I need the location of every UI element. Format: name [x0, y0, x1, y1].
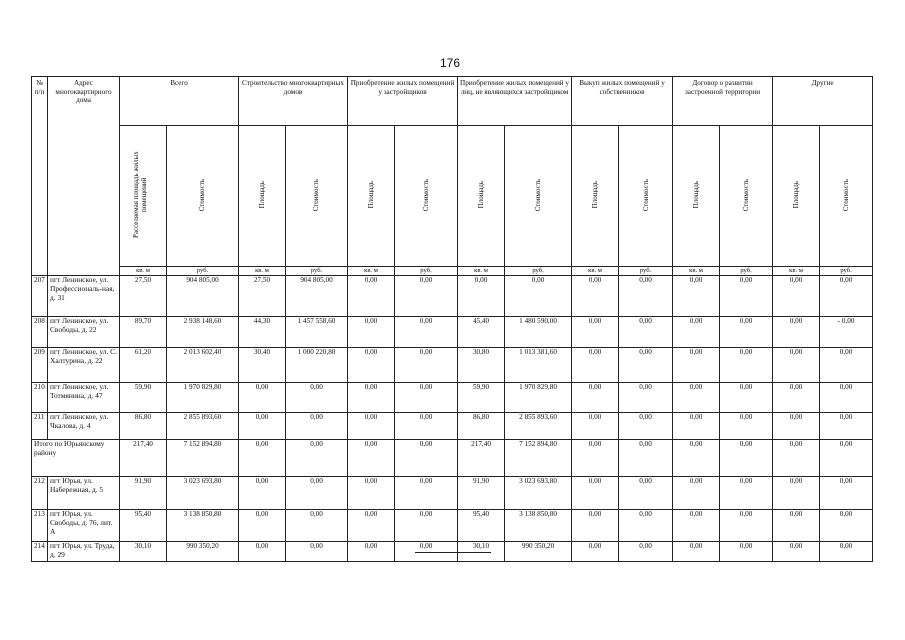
- header-sub-label: Площадь: [591, 181, 600, 209]
- cost-value: 0,00: [820, 510, 873, 542]
- area-value: 0,00: [348, 276, 395, 317]
- table-row: [32, 348, 873, 383]
- area-value: 0,00: [572, 348, 619, 383]
- cost-value: 0,00: [820, 477, 873, 510]
- header-group: Договор о развитии застроенной территории: [673, 77, 773, 126]
- row-address: пгт Ленинское, ул. Чкалова, д. 4: [48, 413, 120, 440]
- page-number: 176: [440, 56, 461, 70]
- header-group: Приобретение жилых помещений у лиц, не являющихся застройщиком: [458, 77, 572, 126]
- area-value: 27,50: [120, 276, 167, 317]
- row-number: 213: [32, 510, 48, 542]
- header-sub-label: Площадь: [257, 181, 266, 209]
- area-value: 0,00: [239, 477, 286, 510]
- cost-value: 0,00: [505, 276, 572, 317]
- table-row: [32, 276, 873, 317]
- cost-value: 0,00: [720, 477, 773, 510]
- cost-value: 0,00: [820, 440, 873, 477]
- unit-cost: руб.: [505, 267, 572, 276]
- header-group: Строительство многоквартирных домов: [239, 77, 348, 126]
- area-value: 91,90: [120, 477, 167, 510]
- header-sub-label: Стоимость: [312, 178, 321, 211]
- cost-value: 990 350,20: [167, 542, 239, 562]
- area-value: 0,00: [458, 276, 505, 317]
- unit-cost: руб.: [619, 267, 673, 276]
- cost-value: 0,00: [619, 413, 673, 440]
- unit-area: кв. м: [458, 267, 505, 276]
- header-sub-label: Стоимость: [842, 178, 851, 211]
- area-value: 0,00: [348, 510, 395, 542]
- area-value: 0,00: [572, 510, 619, 542]
- cost-value: 1 457 558,60: [286, 317, 348, 348]
- area-value: 0,00: [673, 510, 720, 542]
- cost-value: 0,00: [820, 383, 873, 413]
- area-value: 0,00: [239, 413, 286, 440]
- cost-value: 990 350,20: [505, 542, 572, 562]
- cost-value: 0,00: [619, 317, 673, 348]
- area-value: 95,40: [458, 510, 505, 542]
- table-row: [32, 383, 873, 413]
- area-value: 91,90: [458, 477, 505, 510]
- header-sub-cost: [286, 126, 348, 267]
- table-row: [32, 413, 873, 440]
- area-value: 30,40: [239, 348, 286, 383]
- cost-value: 0,00: [619, 477, 673, 510]
- area-value: 30,80: [458, 348, 505, 383]
- cost-value: 0,00: [619, 542, 673, 562]
- row-address: пгт Ленинское, ул. Тотмянина, д. 47: [48, 383, 120, 413]
- row-number: 208: [32, 317, 48, 348]
- area-value: 0,00: [773, 510, 820, 542]
- cost-value: 0,00: [720, 383, 773, 413]
- area-value: 217,40: [120, 440, 167, 477]
- header-sub-area: [348, 126, 395, 267]
- area-value: 0,00: [348, 440, 395, 477]
- total-label: Итого по Юрьянскому району: [32, 440, 120, 477]
- cost-value: 0,00: [395, 348, 458, 383]
- cost-value: 0,00: [720, 440, 773, 477]
- area-value: 0,00: [572, 383, 619, 413]
- cost-value: 3 023 693,80: [505, 477, 572, 510]
- header-group: Другие: [773, 77, 873, 126]
- header-group: Приобретение жилых помещений у застройщиков: [348, 77, 458, 126]
- area-value: 86,80: [120, 413, 167, 440]
- housing-resettlement-table: [31, 76, 873, 562]
- area-value: 95,40: [120, 510, 167, 542]
- area-value: 0,00: [673, 542, 720, 562]
- area-value: 0,00: [673, 477, 720, 510]
- table-row: [32, 510, 873, 542]
- cost-value: 2 938 148,60: [167, 317, 239, 348]
- cost-value: 0,00: [720, 276, 773, 317]
- row-address: пгт Ленинское, ул. С. Халтурина, д. 22: [48, 348, 120, 383]
- area-value: 30,10: [120, 542, 167, 562]
- cost-value: 1 970 829,80: [505, 383, 572, 413]
- table-row: [32, 477, 873, 510]
- row-number: 210: [32, 383, 48, 413]
- area-value: 0,00: [572, 413, 619, 440]
- unit-area: кв. м: [120, 267, 167, 276]
- row-address: пгт Ленинское, ул. Профессиональ-ная, д. 31: [48, 276, 120, 317]
- row-number: 207: [32, 276, 48, 317]
- header-num: № п/п: [32, 77, 48, 276]
- unit-area: кв. м: [673, 267, 720, 276]
- area-value: 0,00: [673, 348, 720, 383]
- header-sub-label: Стоимость: [742, 178, 751, 211]
- header-sub-cost: [619, 126, 673, 267]
- area-value: 61,20: [120, 348, 167, 383]
- area-value: 89,70: [120, 317, 167, 348]
- cost-value: 0,00: [286, 383, 348, 413]
- header-sub-label: Площадь: [477, 181, 485, 209]
- total-row: [32, 440, 873, 477]
- cost-value: 0,00: [286, 542, 348, 562]
- area-value: 86,80: [458, 413, 505, 440]
- header-sub-cost: [820, 126, 873, 267]
- header-row-groups: [32, 77, 873, 126]
- unit-area: кв. м: [239, 267, 286, 276]
- cost-value: 0,00: [720, 542, 773, 562]
- area-value: 27,50: [239, 276, 286, 317]
- header-sub-area: [120, 126, 167, 267]
- area-value: 0,00: [239, 542, 286, 562]
- area-value: 0,00: [673, 440, 720, 477]
- area-value: 0,00: [773, 440, 820, 477]
- header-sub-cost: [395, 126, 458, 267]
- cost-value: - 0,00: [820, 317, 873, 348]
- row-number: 209: [32, 348, 48, 383]
- header-address: Адрес многоквартирного дома: [48, 77, 120, 276]
- cost-value: 0,00: [395, 317, 458, 348]
- row-address: пгт Юрья, ул. Труда, д. 29: [48, 542, 120, 562]
- cost-value: 0,00: [395, 276, 458, 317]
- unit-cost: руб.: [820, 267, 873, 276]
- header-sub-label: Стоимость: [534, 178, 543, 211]
- header-sub-cost: [720, 126, 773, 267]
- area-value: 0,00: [773, 383, 820, 413]
- cost-value: 904 805,00: [286, 276, 348, 317]
- cost-value: 3 138 850,80: [505, 510, 572, 542]
- area-value: 0,00: [773, 317, 820, 348]
- cost-value: 0,00: [619, 510, 673, 542]
- cost-value: 0,00: [395, 477, 458, 510]
- cost-value: 7 152 894,80: [167, 440, 239, 477]
- area-value: 0,00: [773, 348, 820, 383]
- area-value: 0,00: [239, 440, 286, 477]
- row-address: пгт Юрья, ул. Набережная, д. 5: [48, 477, 120, 510]
- header-group: Выкуп жилых помещений у собственников: [572, 77, 673, 126]
- header-sub-area: [572, 126, 619, 267]
- area-value: 0,00: [239, 510, 286, 542]
- area-value: 0,00: [773, 477, 820, 510]
- area-value: 0,00: [572, 276, 619, 317]
- area-value: 0,00: [348, 542, 395, 562]
- area-value: 0,00: [348, 383, 395, 413]
- area-value: 0,00: [673, 383, 720, 413]
- row-number: 214: [32, 542, 48, 562]
- cost-value: 0,00: [720, 348, 773, 383]
- cost-value: 1 013 381,60: [505, 348, 572, 383]
- unit-area: кв. м: [773, 267, 820, 276]
- area-value: 0,00: [773, 542, 820, 562]
- header-sub-label: Площадь: [692, 181, 701, 209]
- row-address: пгт Юрья, ул. Свободы, д. 76, лит. А: [48, 510, 120, 542]
- area-value: 45,40: [458, 317, 505, 348]
- cost-value: 0,00: [395, 383, 458, 413]
- header-sub-label: Площадь: [366, 181, 375, 209]
- header-sub-label: Стоимость: [198, 178, 207, 211]
- cost-value: 0,00: [395, 510, 458, 542]
- area-value: 0,00: [773, 276, 820, 317]
- row-address: пгт Ленинское, ул. Свободы, д. 22: [48, 317, 120, 348]
- cost-value: 0,00: [720, 413, 773, 440]
- row-number: 212: [32, 477, 48, 510]
- cost-value: 0,00: [286, 510, 348, 542]
- cost-value: 0,00: [286, 477, 348, 510]
- cost-value: 0,00: [619, 348, 673, 383]
- cost-value: 0,00: [619, 383, 673, 413]
- header-sub-area: [673, 126, 720, 267]
- area-value: 0,00: [673, 413, 720, 440]
- cost-value: 0,00: [820, 348, 873, 383]
- header-sub-label: Площадь: [792, 181, 801, 209]
- header-sub-area: [458, 126, 505, 267]
- unit-area: кв. м: [348, 267, 395, 276]
- area-value: 0,00: [572, 477, 619, 510]
- unit-cost: руб.: [167, 267, 239, 276]
- header-row-subcolumns: [32, 126, 873, 267]
- cost-value: 2 855 893,60: [167, 413, 239, 440]
- cost-value: 0,00: [286, 413, 348, 440]
- table-row: [32, 317, 873, 348]
- footer-rule: [415, 552, 491, 553]
- area-value: 30,10: [458, 542, 505, 562]
- header-sub-label: Стоимость: [641, 178, 650, 211]
- cost-value: 2 855 893,60: [505, 413, 572, 440]
- unit-cost: руб.: [395, 267, 458, 276]
- area-value: 0,00: [673, 276, 720, 317]
- unit-cost: руб.: [720, 267, 773, 276]
- cost-value: 0,00: [820, 413, 873, 440]
- area-value: 217,40: [458, 440, 505, 477]
- area-value: 59,90: [120, 383, 167, 413]
- cost-value: 0,00: [820, 276, 873, 317]
- area-value: 0,00: [348, 317, 395, 348]
- cost-value: 0,00: [395, 413, 458, 440]
- area-value: 0,00: [572, 440, 619, 477]
- cost-value: 0,00: [619, 440, 673, 477]
- row-number: 211: [32, 413, 48, 440]
- area-value: 0,00: [773, 413, 820, 440]
- header-sub-cost: [167, 126, 239, 267]
- unit-cost: руб.: [286, 267, 348, 276]
- header-sub-cost: [505, 126, 572, 267]
- cost-value: 0,00: [395, 440, 458, 477]
- area-value: 44,30: [239, 317, 286, 348]
- cost-value: 1 000 220,80: [286, 348, 348, 383]
- area-value: 0,00: [348, 477, 395, 510]
- cost-value: 1 480 590,00: [505, 317, 572, 348]
- header-row-units: [32, 267, 873, 276]
- cost-value: 904 805,00: [167, 276, 239, 317]
- area-value: 0,00: [348, 413, 395, 440]
- header-group: Всего: [120, 77, 239, 126]
- header-sub-area: [239, 126, 286, 267]
- cost-value: 0,00: [395, 542, 458, 562]
- cost-value: 0,00: [720, 317, 773, 348]
- cost-value: 3 023 693,80: [167, 477, 239, 510]
- area-value: 0,00: [572, 317, 619, 348]
- cost-value: 2 013 602,40: [167, 348, 239, 383]
- header-sub-area: [773, 126, 820, 267]
- area-value: 0,00: [348, 348, 395, 383]
- area-value: 0,00: [572, 542, 619, 562]
- cost-value: 3 138 850,80: [167, 510, 239, 542]
- cost-value: 7 152 894,80: [505, 440, 572, 477]
- cost-value: 0,00: [286, 440, 348, 477]
- area-value: 0,00: [239, 383, 286, 413]
- area-value: 0,00: [673, 317, 720, 348]
- cost-value: 0,00: [820, 542, 873, 562]
- header-sub-label: Стоимость: [422, 178, 430, 211]
- header-sub-label: Расселяемая площадь жилых помещений: [132, 151, 149, 239]
- cost-value: 1 970 829,80: [167, 383, 239, 413]
- cost-value: 0,00: [619, 276, 673, 317]
- area-value: 59,90: [458, 383, 505, 413]
- cost-value: 0,00: [720, 510, 773, 542]
- unit-area: кв. м: [572, 267, 619, 276]
